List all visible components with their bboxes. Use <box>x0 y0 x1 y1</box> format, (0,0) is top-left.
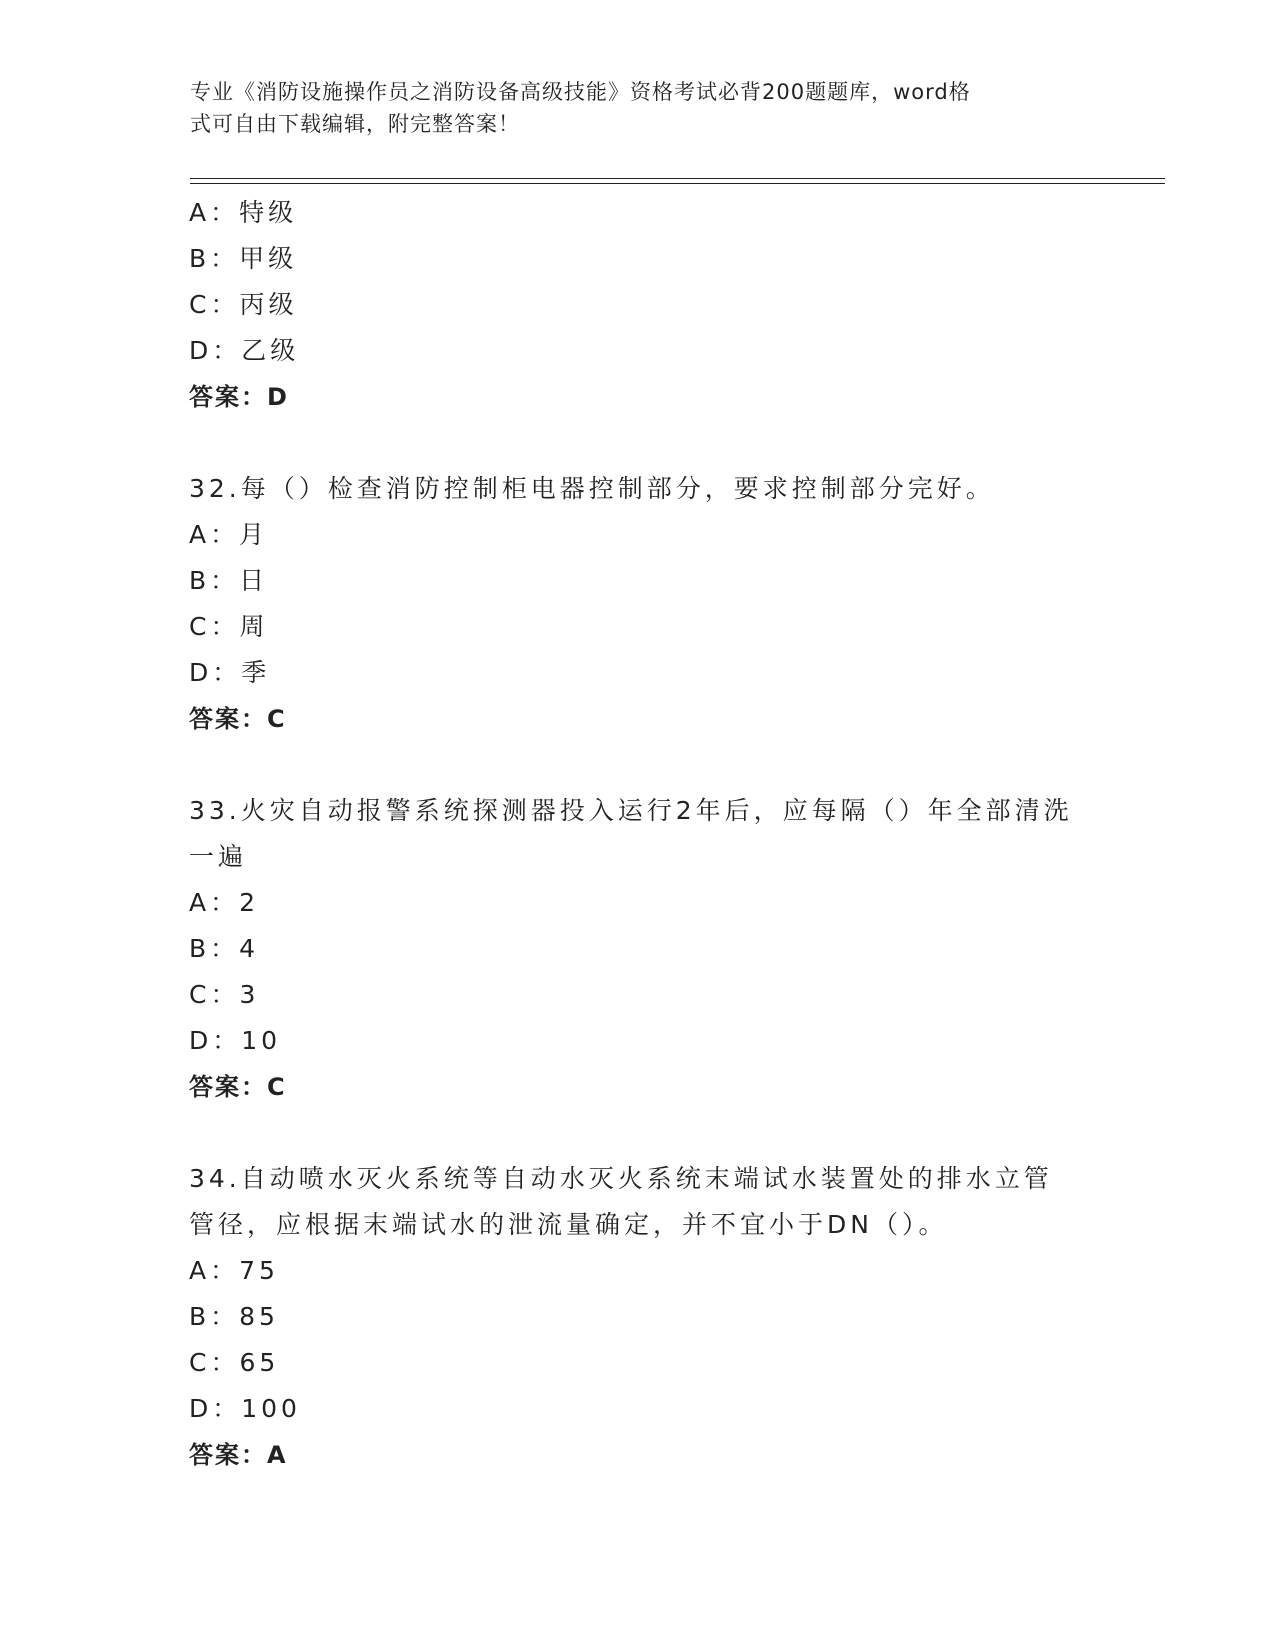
option-d: D：季 <box>189 658 271 687</box>
answer-line: 答案：D <box>189 383 289 411</box>
question-32 <box>189 466 1089 742</box>
spacer <box>189 742 1089 788</box>
question-31-fragment <box>189 190 1089 420</box>
question-text: 33.火灾自动报警系统探测器投入运行2年后，应每隔（）年全部清洗一遍 <box>189 796 1073 871</box>
option-b: B：甲级 <box>189 244 298 273</box>
option-d: D：10 <box>189 1026 282 1055</box>
option-a: A：月 <box>189 520 269 549</box>
option-b: B：85 <box>189 1302 279 1331</box>
option-d: D：100 <box>189 1394 301 1423</box>
option-c: C：周 <box>189 612 269 641</box>
question-33 <box>189 788 1089 1110</box>
answer-line: 答案：A <box>189 1441 288 1469</box>
header-rule-bottom <box>190 183 1165 184</box>
option-c: C：65 <box>189 1348 280 1377</box>
option-b: B：日 <box>189 566 269 595</box>
question-text: 34.自动喷水灭火系统等自动水灭火系统末端试水装置处的排水立管管径，应根据末端试水的泄流量确定，并不宜小于DN（）。 <box>189 1164 1053 1239</box>
spacer <box>189 420 1089 466</box>
header-line-1: 专业《消防设施操作员之消防设备高级技能》资格考试必背200题题库，word格 <box>190 80 971 104</box>
header-line-2: 式可自由下载编辑，附完整答案！ <box>190 112 520 136</box>
question-34 <box>189 1156 1089 1478</box>
question-list <box>189 190 1089 1478</box>
option-d: D：乙级 <box>189 336 300 365</box>
answer-line: 答案：C <box>189 705 287 733</box>
document-header <box>190 76 1090 140</box>
option-a: A：2 <box>189 888 260 917</box>
question-text: 32.每（）检查消防控制柜电器控制部分，要求控制部分完好。 <box>189 474 995 503</box>
option-a: A：特级 <box>189 198 298 227</box>
spacer <box>189 1110 1089 1156</box>
option-c: C：3 <box>189 980 260 1009</box>
header-rule-top <box>190 178 1165 179</box>
option-b: B：4 <box>189 934 260 963</box>
answer-line: 答案：C <box>189 1073 287 1101</box>
option-c: C：丙级 <box>189 290 298 319</box>
option-a: A：75 <box>189 1256 279 1285</box>
